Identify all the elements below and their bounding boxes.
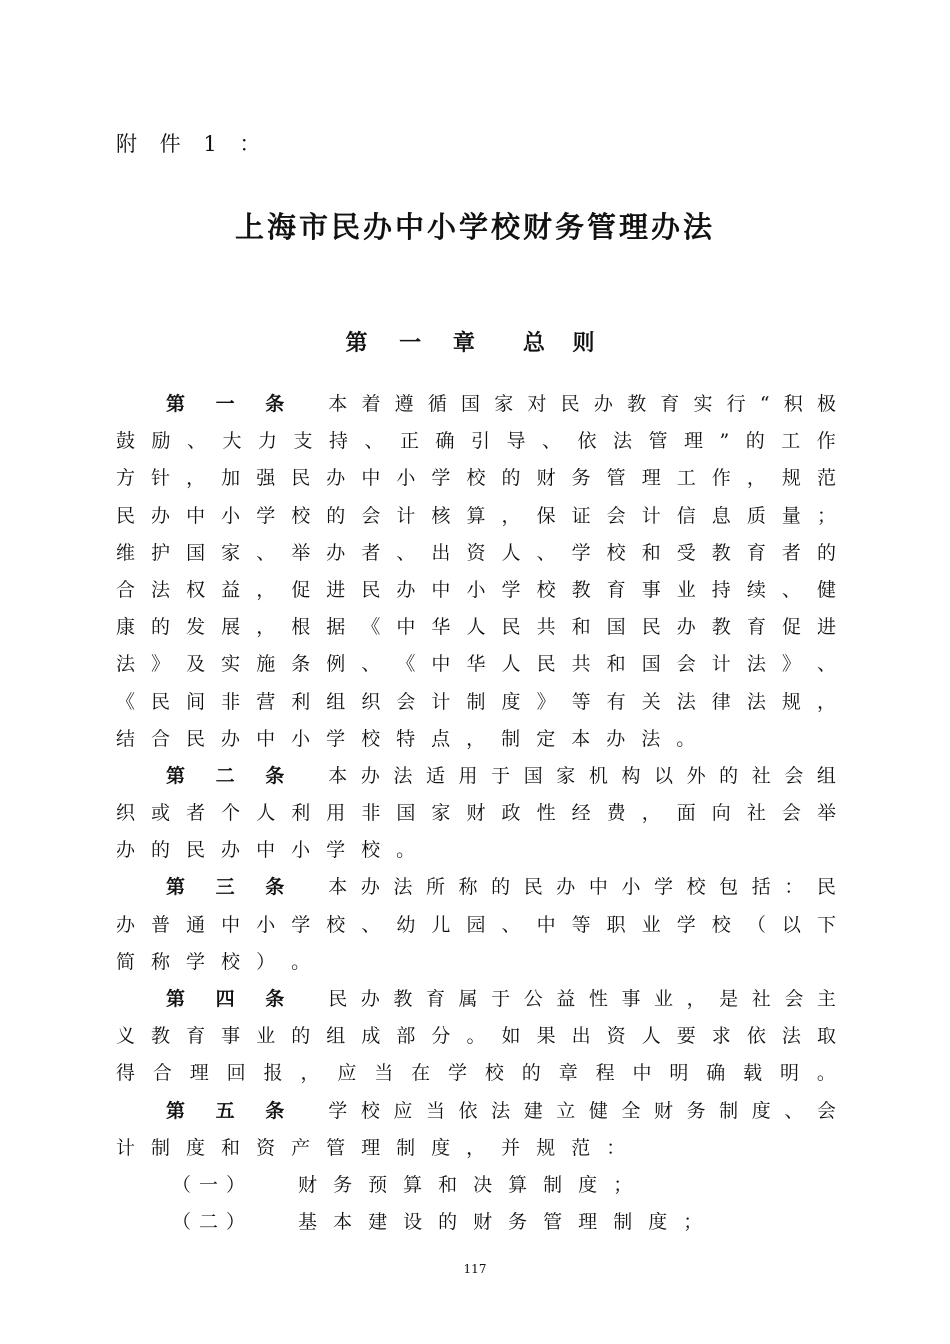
list-text: 基 本 建 设 的 财 务 管 理 制 度 ； xyxy=(298,1211,703,1234)
article-text: 本 办 法 适 用 于 国 家 机 构 以 外 的 社 会 组 xyxy=(328,764,836,787)
article-line xyxy=(116,869,836,906)
chapter-number: 第 一 章 xyxy=(345,331,487,356)
article-line: 计 制 度 和 资 产 管 理 制 度 ， 并 规 范 ： xyxy=(116,1136,626,1159)
article-line: 维 护 国 家 、 举 办 者 、 出 资 人 、 学 校 和 受 教 育 者 的 xyxy=(116,541,836,564)
article-line: 方 针 ， 加 强 民 办 中 小 学 校 的 财 务 管 理 工 作 ， 规 范 xyxy=(116,467,836,490)
article-line xyxy=(116,758,836,795)
article-line: 《 民 间 非 营 利 组 织 会 计 制 度 》 等 有 关 法 律 法 规 ， xyxy=(116,690,836,713)
list-marker: （ 一 ） xyxy=(172,1173,246,1196)
article-line: 简 称 学 校 ） 。 xyxy=(116,950,311,973)
chapter-name: 总 则 xyxy=(522,331,605,356)
page-number: 117 xyxy=(463,1262,487,1276)
article-line xyxy=(116,1093,836,1130)
article-line: 康 的 发 展 ， 根 据 《 中 华 人 民 共 和 国 民 办 教 育 促 进 xyxy=(116,616,836,639)
article-line: 织 或 者 个 人 利 用 非 国 家 财 政 性 经 费 ， 面 向 社 会 举 xyxy=(116,802,836,825)
article-heading: 第 一 条 xyxy=(166,393,297,415)
list-item xyxy=(116,1167,836,1204)
attachment-label: 附 件 1 ： xyxy=(116,132,269,156)
chapter-heading xyxy=(0,326,950,357)
article-line: 合 法 权 益 ， 促 进 民 办 中 小 学 校 教 育 事 业 持 续 、 健 xyxy=(116,578,836,601)
article-line xyxy=(116,386,836,423)
list-item xyxy=(116,1204,836,1241)
article-line xyxy=(116,981,836,1018)
article-heading: 第 三 条 xyxy=(166,876,297,899)
article-line: 办 普 通 中 小 学 校 、 幼 儿 园 、 中 等 职 业 学 校 （ 以 下 xyxy=(116,913,836,936)
article-text: 民 办 教 育 属 于 公 益 性 事 业 ， 是 社 会 主 xyxy=(328,988,836,1010)
article-text: 本 着 遵 循 国 家 对 民 办 教 育 实 行 “ 积 极 xyxy=(328,393,836,415)
article-line: 法 》 及 实 施 条 例 、 《 中 华 人 民 共 和 国 会 计 法 》 、 xyxy=(116,653,836,676)
article-text: 本 办 法 所 称 的 民 办 中 小 学 校 包 括 ： 民 xyxy=(328,876,836,899)
article-line: 办 的 民 办 中 小 学 校 。 xyxy=(116,839,416,862)
article-line: 民 办 中 小 学 校 的 会 计 核 算 ， 保 证 会 计 信 息 质 量 ； xyxy=(116,504,836,527)
article-heading: 第 五 条 xyxy=(166,1099,297,1122)
document-body xyxy=(116,386,836,1241)
article-line: 得 合 理 回 报 ， 应 当 在 学 校 的 章 程 中 明 确 载 明 。 xyxy=(116,1062,836,1085)
article-line: 结 合 民 办 中 小 学 校 特 点 ， 制 定 本 办 法 。 xyxy=(116,727,696,750)
article-line: 鼓 励 、 大 力 支 持 、 正 确 引 导 、 依 法 管 理 ” 的 工 作 xyxy=(116,430,836,453)
article-heading: 第 二 条 xyxy=(166,764,297,787)
article-heading: 第 四 条 xyxy=(166,988,297,1010)
list-marker: （ 二 ） xyxy=(172,1211,246,1234)
article-text: 学 校 应 当 依 法 建 立 健 全 财 务 制 度 、 会 xyxy=(328,1099,836,1122)
document-title: 上海市民办中小学校财务管理办法 xyxy=(234,210,715,244)
article-line: 义 教 育 事 业 的 组 成 部 分 。 如 果 出 资 人 要 求 依 法 取 xyxy=(116,1025,836,1048)
list-text: 财 务 预 算 和 决 算 制 度 ； xyxy=(298,1173,633,1196)
